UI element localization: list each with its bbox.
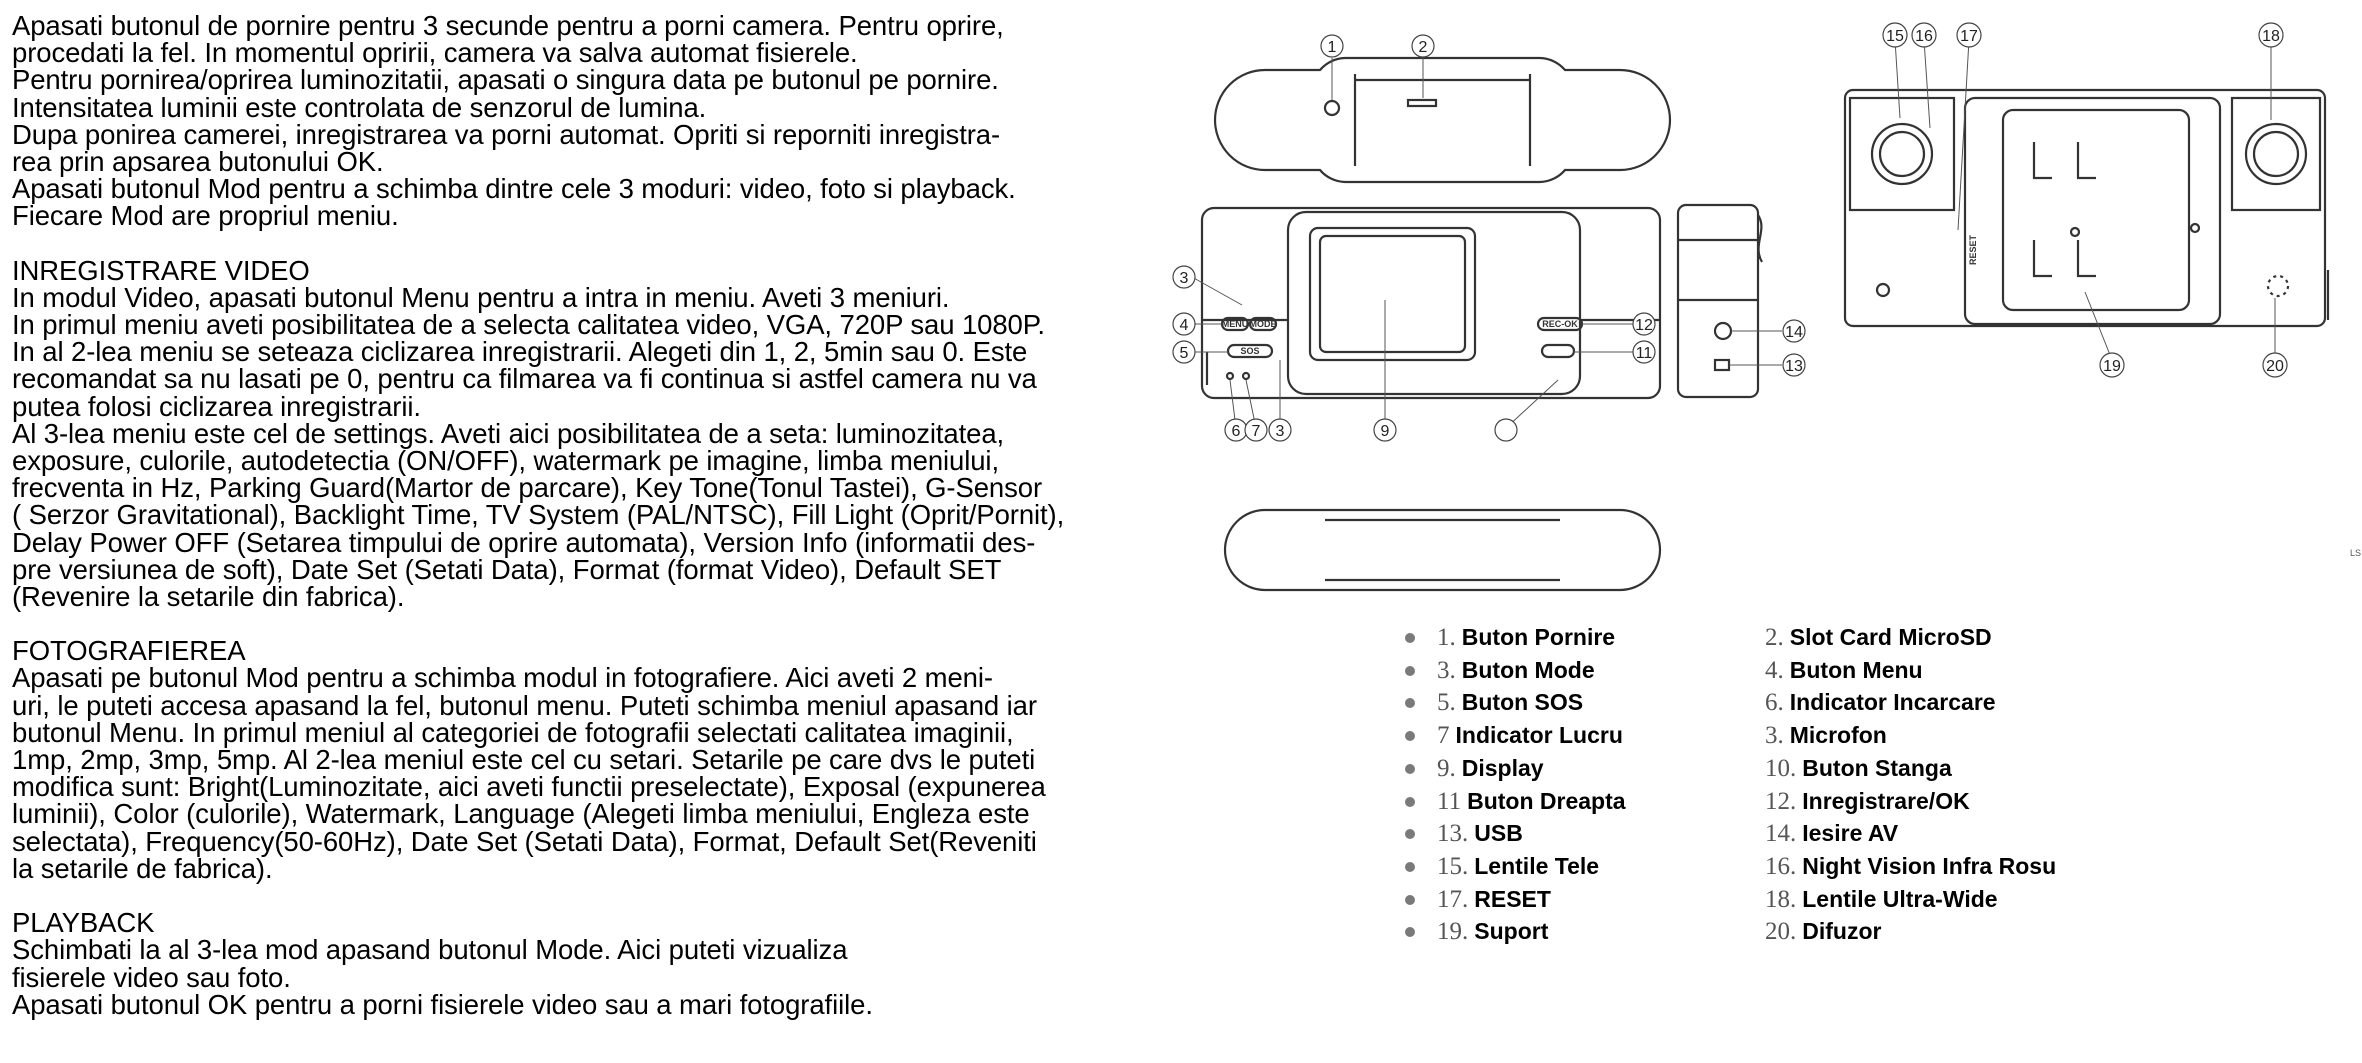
legend-number: 14.	[1765, 820, 1797, 848]
legend-label: Inregistrare/OK	[1802, 787, 1970, 814]
spacer	[12, 230, 1172, 257]
camera-diagram-svg	[1150, 0, 2362, 620]
legend-number: 17.	[1437, 885, 1469, 913]
rec-ok-button-label: REC-OK	[1542, 319, 1578, 329]
legend-label: Buton Mode	[1461, 656, 1595, 683]
front-view	[1202, 208, 1660, 398]
legend-item	[1405, 788, 1626, 816]
legend-label: Buton Menu	[1789, 656, 1923, 683]
reset-label: RESET	[1968, 234, 1978, 266]
back-view	[1845, 90, 2328, 326]
bullet-icon	[1405, 797, 1415, 807]
callout-19: 19	[2103, 358, 2121, 375]
bullet-icon	[1405, 666, 1415, 676]
callout-15: 15	[1886, 28, 1904, 45]
legend-label: Buton Pornire	[1461, 624, 1616, 650]
legend-number: 16.	[1765, 852, 1797, 880]
legend-item	[1765, 788, 1970, 816]
bullet-icon	[1405, 698, 1415, 708]
legend-item	[1405, 755, 1544, 783]
bullet-icon	[1405, 731, 1415, 741]
legend-item	[1405, 853, 1599, 881]
legend-label: Lentile Ultra-Wide	[1802, 885, 1998, 912]
bullet-icon	[1405, 764, 1415, 774]
legend-item	[1765, 657, 1923, 685]
legend-label: RESET	[1474, 885, 1551, 912]
callout-7: 7	[1251, 423, 1261, 440]
bullet-icon	[1405, 862, 1415, 872]
legend-item	[1765, 755, 1952, 783]
legend-item	[1765, 886, 1998, 914]
sos-button-label: SOS	[1240, 346, 1260, 356]
video-heading: INREGISTRARE VIDEO	[12, 254, 310, 286]
bottom-view	[1225, 510, 1660, 590]
bullet-icon	[1405, 927, 1415, 937]
photo-paragraph: Apasati pe butonul Mod pentru a schimba modul in fotografiere. Aici aveti 2 meni- uri, le puteti accesa apasand la fel, butonul menu. Puteti schimba meniul apasand iar butonul Menu. In primul meniul al categoriei de fotografii selectati calitatea imaginii, 1mp, 2mp, 3mp, 5mp. Al 2-lea meniul este cel cu setari. Setarile pe care dvs le puteti modifica sunt: Bright(Luminozitate, aici aveti functii preselectate), Exposal (expunerea luminii), Color (culorile), Watermark, Language (Alegeti limba meniului, Engleza este selectata), Frequency(50-60Hz), Date Set (Setati Data), Format, Default Set(Reveniti la setarile de fabrica).	[12, 662, 1046, 884]
playback-paragraph: Schimbati la al 3-lea mod apasand butonul Mode. Aici puteti vizualiza fisierele video sau foto. Apasati butonul OK pentru a porni fisierele video sau a mari fotografiile.	[12, 934, 873, 1020]
legend-number: 3.	[1437, 656, 1456, 684]
legend-number: 7	[1437, 722, 1450, 750]
callout-12: 12	[1635, 317, 1653, 334]
legend-label: Difuzor	[1802, 918, 1882, 945]
callout-1: 1	[1327, 39, 1337, 56]
legend-number: 9.	[1437, 754, 1456, 782]
instructions-text	[12, 12, 1172, 1018]
legend-item	[1405, 918, 1548, 946]
legend-number: 18.	[1765, 885, 1797, 913]
legend-label: Lentile Tele	[1474, 852, 1600, 879]
bullet-icon	[1405, 633, 1415, 643]
parts-legend	[1405, 624, 2165, 974]
callout-11: 11	[1635, 345, 1653, 362]
bullet-icon	[1405, 895, 1415, 905]
legend-label: Indicator Lucru	[1455, 722, 1623, 749]
legend-item	[1765, 820, 1898, 848]
playback-heading: PLAYBACK	[12, 907, 155, 939]
side-view	[1678, 205, 1762, 397]
legend-item	[1765, 722, 1887, 750]
legend-label: Suport	[1474, 918, 1549, 945]
legend-number: 10.	[1765, 754, 1797, 782]
legend-item	[1765, 689, 1996, 717]
callout-4: 4	[1179, 317, 1189, 334]
callout-17: 17	[1960, 28, 1978, 45]
legend-number: 1.	[1437, 624, 1456, 651]
callout-20: 20	[2266, 358, 2284, 375]
legend-number: 5.	[1437, 689, 1456, 717]
callout-9: 9	[1380, 423, 1390, 440]
legend-item	[1405, 657, 1595, 685]
callout-2: 2	[1418, 39, 1428, 56]
legend-item	[1405, 624, 1615, 652]
callout-6: 6	[1231, 423, 1241, 440]
callout-3b: 3	[1275, 423, 1285, 440]
legend-number: 3.	[1765, 722, 1784, 750]
legend-number: 6.	[1765, 689, 1784, 717]
callout-14: 14	[1785, 324, 1803, 341]
bullet-icon	[1405, 829, 1415, 839]
legend-item	[1405, 689, 1583, 717]
legend-item	[1765, 624, 1992, 652]
legend-label: Display	[1461, 754, 1544, 781]
legend-label: Buton Dreapta	[1467, 787, 1626, 814]
legend-number: 13.	[1437, 820, 1469, 848]
legend-item	[1765, 853, 2056, 881]
margin-mark: LS	[2350, 548, 2362, 558]
legend-label: Buton Stanga	[1802, 754, 1952, 781]
legend-number: 20.	[1765, 918, 1797, 946]
legend-item	[1405, 886, 1551, 914]
callout-13: 13	[1785, 358, 1803, 375]
legend-number: 15.	[1437, 852, 1469, 880]
legend-item	[1405, 820, 1523, 848]
spacer	[12, 610, 1172, 637]
legend-label: Buton SOS	[1461, 689, 1584, 716]
legend-item	[1405, 722, 1623, 750]
callout-16: 16	[1915, 28, 1933, 45]
legend-label: Microfon	[1789, 722, 1887, 749]
mode-button-label: MODE	[1249, 319, 1277, 329]
legend-number: 12.	[1765, 787, 1797, 815]
intro-paragraph: Apasati butonul de pornire pentru 3 secunde pentru a porni camera. Pentru oprire, procedati la fel. In momentul opririi, camera va salva automat fisierele. Pentru pornirea/oprirea luminozitatii, apasati o singura data pe butonul pe pornire. Intensitatea luminii este controlata de senzorul de lumina. Dupa ponirea camerei, inregistrarea va porni automat. Opriti si reporniti inregistra- rea prin apsarea butonului OK. Apasati butonul Mod pentru a schimba dintre cele 3 moduri: video, foto si playback. Fiecare Mod are propriul meniu.	[12, 10, 1016, 232]
legend-label: Night Vision Infra Rosu	[1802, 852, 2057, 879]
legend-label: Indicator Incarcare	[1789, 689, 1996, 716]
menu-button-label: MENU	[1221, 319, 1249, 329]
legend-label: Iesire AV	[1802, 820, 1899, 847]
photo-heading: FOTOGRAFIEREA	[12, 635, 246, 667]
legend-item	[1765, 918, 1881, 946]
legend-number: 19.	[1437, 918, 1469, 946]
top-view	[1215, 58, 1670, 182]
spacer	[12, 882, 1172, 909]
legend-number: 2.	[1765, 624, 1784, 651]
video-paragraph: In modul Video, apasati butonul Menu pentru a intra in meniu. Aveti 3 meniuri. In primul meniu aveti posibilitatea de a selecta calitatea video, VGA, 720P sau 1080P. In al 2-lea meniu se seteaza ciclizarea inregistrarii. Alegeti din 1, 2, 5min sau 0. Este recomandat sa nu lasati pe 0, pentru ca filmarea va fi continua si astfel camera nu va putea folosi ciclizarea inregistrarii. Al 3-lea meniu este cel de settings. Aveti aici posibilitatea de a seta: luminozitatea, exposure, culorile, autodetectia (ON/OFF), watermark pe imagine, limba meniului, frecventa in Hz, Parking Guard(Martor de parcare), Key Tone(Tonul Tastei), G-Sensor ( Serzor Gravitational), Backlight Time, TV System (PAL/NTSC), Fill Light (Oprit/Pornit), Delay Power OFF (Setarea timpului de oprire automata), Version Info (informatii des- pre versiunea de soft), Date Set (Setati Data), Format (format Video), Default SET (Revenire la setarile din fabrica).	[12, 281, 1065, 613]
callout-5: 5	[1179, 345, 1189, 362]
callout-18: 18	[2262, 28, 2280, 45]
callout-3: 3	[1179, 270, 1189, 287]
legend-number: 4.	[1765, 656, 1784, 684]
legend-number: 11	[1437, 787, 1462, 815]
legend-label: Slot Card MicroSD	[1789, 624, 1992, 650]
legend-label: USB	[1474, 820, 1523, 847]
